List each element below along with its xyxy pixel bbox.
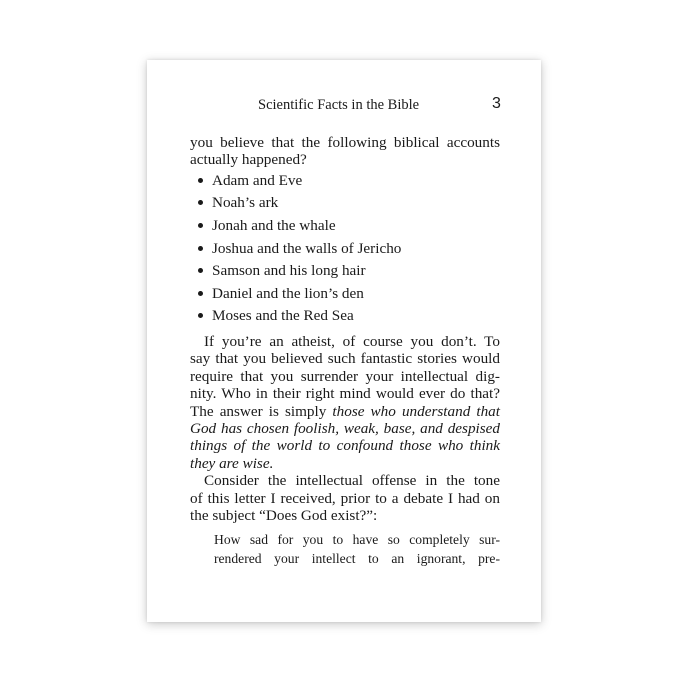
intro-paragraph <box>190 134 500 169</box>
text-line <box>190 403 500 420</box>
bullet-icon <box>198 200 203 205</box>
list-item <box>190 240 500 263</box>
text-line: say that you believed such fantastic stories would <box>190 350 500 368</box>
text-line: If you’re an atheist, of course you don’t. To <box>204 332 500 350</box>
answer-lead: The answer is simply <box>190 402 333 420</box>
list-item-label: Jonah and the whale <box>212 217 336 234</box>
bullet-icon <box>198 178 203 183</box>
text-line: require that you surrender your intellectual dig- <box>190 367 500 385</box>
text-line: nity. Who in their right mind would ever do that? <box>190 385 500 403</box>
italic-line: things of the world to confound those who think <box>190 437 500 455</box>
page-number: 3 <box>492 95 501 112</box>
text-line: actually happened? <box>190 151 307 169</box>
list-item-label: Samson and his long hair <box>212 262 366 280</box>
quote-line: rendered your intellect to an ignorant, pre- <box>214 550 500 566</box>
list-item-label: Daniel and the lion’s den <box>212 284 364 302</box>
text-line: the subject “Does God exist?”: <box>190 507 378 525</box>
bullet-icon <box>198 291 203 296</box>
italic-text: those who understand that <box>332 402 500 420</box>
list-item <box>190 285 500 308</box>
bullet-icon <box>198 223 203 228</box>
running-title: Scientific Facts in the Bible <box>258 97 420 113</box>
list-item-label: Moses and the Red Sea <box>212 307 354 325</box>
list-item <box>190 194 500 217</box>
list-item <box>190 262 500 285</box>
consider-paragraph <box>190 472 500 524</box>
text-line: you believe that the following biblical accounts <box>190 134 500 151</box>
bullet-icon <box>198 246 203 251</box>
atheist-paragraph <box>190 333 500 472</box>
list-item-label: Noah’s ark <box>212 194 279 212</box>
text-line: of this letter I received, prior to a debate I had on <box>190 489 500 507</box>
letter-quote <box>214 531 500 568</box>
body-text <box>190 134 500 568</box>
list-item <box>190 307 500 330</box>
list-item-label: Adam and Eve <box>212 171 303 189</box>
list-item-label: Joshua and the walls of Jericho <box>212 239 402 257</box>
quote-line: How sad for you to have so completely sur- <box>214 532 500 548</box>
bullet-icon <box>198 268 203 273</box>
biblical-accounts-list <box>190 172 500 330</box>
list-item <box>190 172 500 195</box>
italic-line: God has chosen foolish, weak, base, and despised <box>190 420 500 437</box>
bullet-icon <box>198 313 203 318</box>
list-item <box>190 217 500 240</box>
text-line: Consider the intellectual offense in the tone <box>204 472 500 490</box>
italic-line: they are wise. <box>190 454 274 472</box>
book-page <box>147 60 541 622</box>
